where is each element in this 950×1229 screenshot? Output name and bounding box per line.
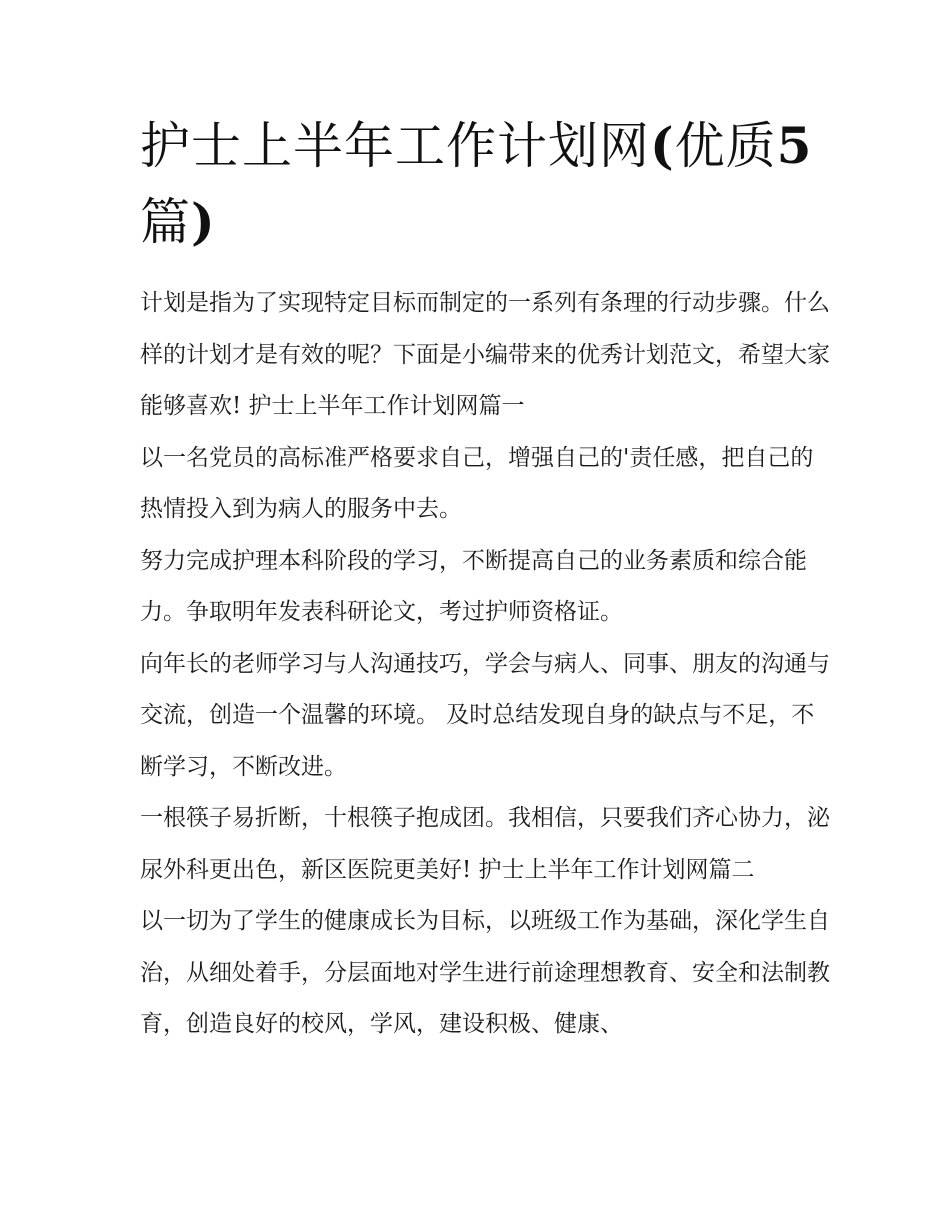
paragraph: 努力完成护理本科阶段的学习，不断提高自己的业务素质和综合能力。争取明年发表科研论文，考过护师资格证。	[140, 547, 807, 625]
paragraph: 向年长的老师学习与人沟通技巧，学会与病人、同事、朋友的沟通与交流，创造一个温馨的环境。 及时总结发现自身的缺点与不足，不断学习，不断改进。	[140, 650, 830, 780]
paragraph: 一根筷子易折断，十根筷子抱成团。我相信，只要我们齐心协力，泌尿外科更出色，新区医院更美好! 护士上半年工作计划网篇二	[140, 805, 830, 883]
paragraph: 以一切为了学生的健康成长为目标，以班级工作为基础，深化学生自治，从细处着手，分层面地对学生进行前途理想教育、安全和法制教育，创造良好的校风，学风，建设积极、健康、	[140, 908, 830, 1037]
document-body	[140, 278, 830, 1051]
document-title: 护士上半年工作计划网(优质5篇)	[140, 116, 813, 251]
paragraph: 计划是指为了实现特定目标而制定的一系列有条理的行动步骤。什么样的计划才是有效的呢？下面是小编带来的优秀计划范文，希望大家能够喜欢! 护士上半年工作计划网篇一	[140, 290, 830, 419]
paragraph: 以一名党员的高标准严格要求自己，增强自己的'责任感，把自己的热情投入到为病人的服务中去。	[140, 444, 814, 522]
